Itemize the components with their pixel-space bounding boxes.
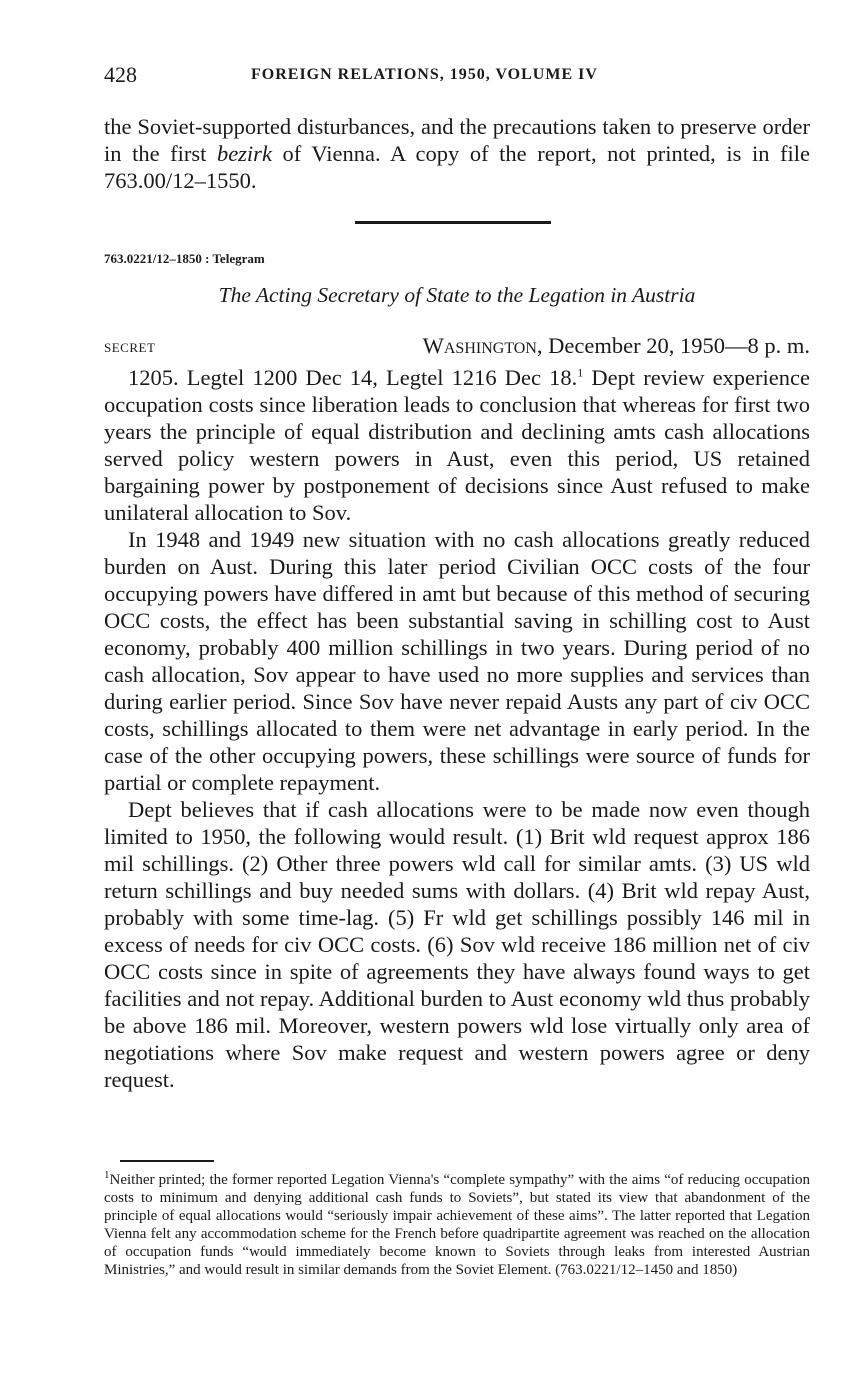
telegram-body	[104, 364, 810, 1093]
running-head: FOREIGN RELATIONS, 1950, VOLUME IV	[251, 66, 598, 83]
file-reference: 763.0221/12–1850 : Telegram	[104, 251, 265, 266]
paragraph-1-end: Dept review experience occupation costs since liberation leads to conclusion that whereas for first two years the principle of equal distribution and declining amts cash allocations served policy western powers in Aust, even this period, US retained bargaining power by postponement of decisions since Aust refused to make unilateral allocation to Sov.	[104, 365, 810, 525]
document-title: The Acting Secretary of State to the Legation in Austria	[218, 283, 696, 307]
intro-italic-word: bezirk	[216, 141, 272, 166]
footnote-marker: 1	[104, 1169, 110, 1181]
intro-text-start: the Soviet-supported disturbances, and the precautions taken to preserve order in the first	[104, 114, 810, 166]
dateline	[104, 333, 810, 363]
paragraph-1-start: 1205. Legtel 1200 Dec 14, Legtel 1216 Dec 18.	[128, 365, 578, 390]
footnote-text: Neither printed; the former reported Legation Vienna's “complete sympathy” with the aims “of reducing occupation costs to minimum and denying additional cash funds to Soviets”, but stated its view that abandonment of the principle of equal allocations would “seriously impair achievement of these aims”. The latter reported that Legation Vienna felt any accommodation scheme for the French before quadripartite agreement was reached on the allocation of occupation funds “would immediately become known to Soviets through leaks from interested Austrian Ministries,” and would result in similar demands from the Soviet Element. (763.0221/12–1450 and 1850)	[104, 1172, 810, 1278]
intro-text-end: of Vienna. A copy of the report, not printed, is in file 763.00/12–1550.	[104, 141, 810, 193]
telegram-paragraph-2: In 1948 and 1949 new situation with no cash allocations greatly reduced burden on Aust. During this later period Civilian OCC costs of the four occupying powers have differed in amt but because of this method of securing OCC costs, the effect has been substantial saving in schilling cost to Aust economy, probably 400 million schillings in two years. During period of no cash allocation, Sov appear to have used no more supplies and services than during earlier period. Since Sov have never repaid Austs any part of civ OCC costs, schillings allocated to them were net advantage in early period. In the case of the other occupying powers, these schillings were source of funds for partial or complete repayment.	[104, 527, 810, 795]
footnote	[104, 1171, 810, 1279]
page-number: 428	[104, 62, 137, 87]
footnote-reference[interactable]: 1	[577, 365, 584, 380]
section-divider	[355, 221, 551, 224]
intro-paragraph	[104, 113, 810, 194]
classification-label: SECRET	[104, 340, 156, 355]
place-date	[423, 333, 810, 359]
telegram-paragraph-3: Dept believes that if cash allocations were to be made now even though limited to 1950, the following would result. (1) Brit wld request approx 186 mil schillings. (2) Other three powers wld call for similar amts. (3) US wld return schillings and buy needed sums with dollars. (4) Brit wld repay Aust, probably with some time-lag. (5) Fr wld get schillings possibly 146 mil in excess of needs for civ OCC costs. (6) Sov wld receive 186 million net of civ OCC costs since in spite of agreements they have always found ways to get facilities and not repay. Additional burden to Aust economy wld thus probably be above 186 mil. Moreover, western powers wld lose virtually only area of negotiations where Sov make request and western powers agree or deny request.	[104, 797, 810, 1092]
place-name: Washington	[422, 333, 537, 358]
page-header	[104, 62, 809, 92]
date-time: , December 20, 1950—8 p. m.	[536, 333, 810, 358]
footnote-divider	[120, 1160, 214, 1162]
telegram-paragraph-1	[104, 364, 810, 526]
